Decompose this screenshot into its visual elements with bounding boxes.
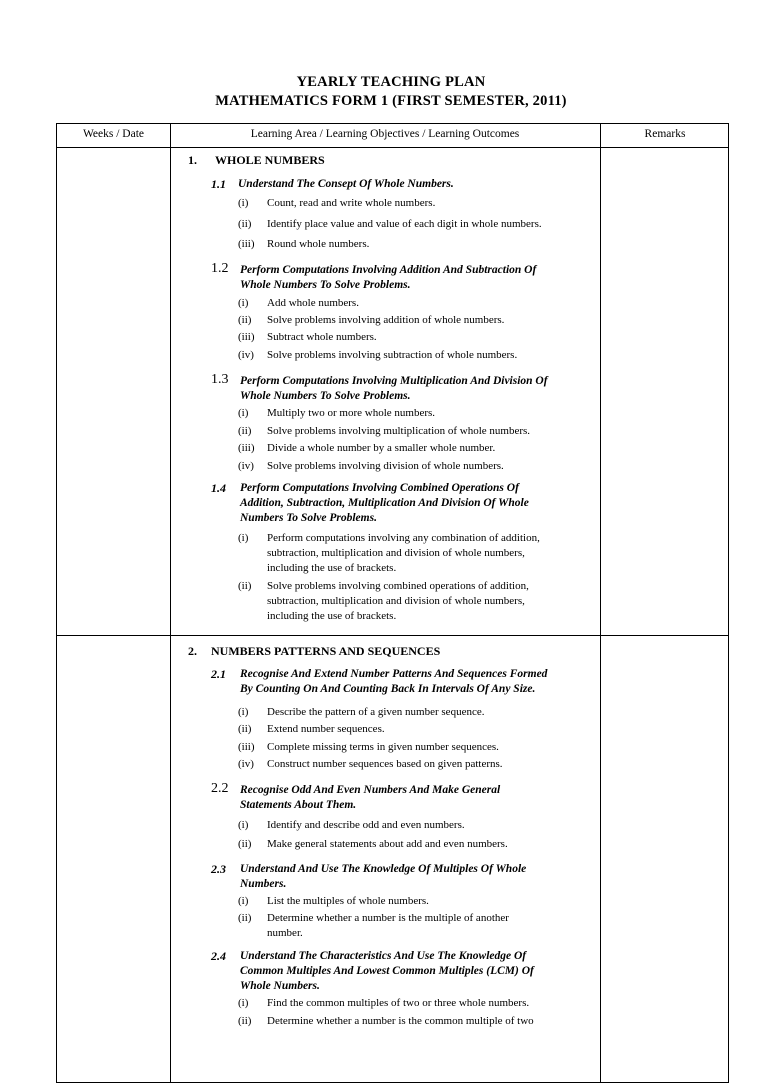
learning-outcome-line: Perform computations involving any combination of addition, (267, 532, 540, 544)
section-number: 1. (188, 153, 197, 167)
objective-title-line: Numbers To Solve Problems. (240, 512, 377, 524)
learning-outcome-line: subtraction, multiplication and division of whole numbers, (267, 547, 525, 559)
objective-number: 1.4 (211, 481, 226, 495)
learning-outcome: Solve problems involving division of whole numbers. (267, 460, 504, 472)
learning-outcome: Solve problems involving addition of whole numbers. (267, 314, 505, 326)
section-number: 2. (188, 644, 197, 658)
objective-title-line: Recognise Odd And Even Numbers And Make General (240, 784, 501, 796)
learning-outcome: Add whole numbers. (267, 297, 359, 309)
outcome-numeral: (ii) (238, 1015, 252, 1027)
learning-outcome-line: including the use of brackets. (267, 610, 397, 622)
objective-title-line: Understand The Characteristics And Use The Knowledge Of (240, 950, 527, 962)
outcome-numeral: (i) (238, 706, 249, 718)
document-title: YEARLY TEACHING PLAN (296, 74, 486, 90)
objective-title-line: Perform Computations Involving Multiplication And Division Of (240, 375, 548, 387)
objective-title-line: Numbers. (240, 878, 287, 890)
objective-title-line: Whole Numbers To Solve Problems. (240, 390, 411, 402)
objective-title-line: Perform Computations Involving Addition And Subtraction Of (240, 264, 537, 276)
document-subtitle: MATHEMATICS FORM 1 (FIRST SEMESTER, 2011) (215, 93, 567, 109)
outcome-numeral: (ii) (238, 838, 252, 850)
objective-title-line: By Counting On And Counting Back In Intervals Of Any Size. (240, 683, 536, 695)
learning-outcome: Solve problems involving multiplication of whole numbers. (267, 425, 531, 437)
learning-outcome: Divide a whole number by a smaller whole number. (267, 442, 496, 454)
outcome-numeral: (iii) (238, 442, 255, 454)
header-divider (57, 147, 728, 148)
learning-outcome: Solve problems involving subtraction of whole numbers. (267, 349, 518, 361)
objective-title: Understand The Consept Of Whole Numbers. (238, 178, 454, 190)
outcome-numeral: (i) (238, 819, 249, 831)
column-divider (600, 124, 601, 1082)
learning-outcome: Identify and describe odd and even numbers. (267, 819, 465, 831)
section-title: WHOLE NUMBERS (215, 153, 325, 167)
objective-title-line: Perform Computations Involving Combined Operations Of (240, 482, 519, 494)
learning-outcome: Extend number sequences. (267, 723, 385, 735)
outcome-numeral: (i) (238, 407, 249, 419)
outcome-numeral: (i) (238, 895, 249, 907)
outcome-numeral: (ii) (238, 314, 252, 326)
objective-number: 1.1 (211, 177, 226, 191)
learning-outcome: Multiply two or more whole numbers. (267, 407, 436, 419)
learning-outcome: Construct number sequences based on given patterns. (267, 758, 503, 770)
outcome-numeral: (i) (238, 297, 249, 309)
learning-outcome: List the multiples of whole numbers. (267, 895, 429, 907)
outcome-numeral: (ii) (238, 723, 252, 735)
outcome-numeral: (iii) (238, 331, 255, 343)
objective-title-line: Understand And Use The Knowledge Of Multiples Of Whole (240, 863, 527, 875)
outcome-numeral: (i) (238, 997, 249, 1009)
outcome-numeral: (iii) (238, 238, 255, 250)
learning-outcome: Identify place value and value of each digit in whole numbers. (267, 218, 542, 230)
learning-outcome-line: number. (267, 927, 303, 939)
learning-outcome: Determine whether a number is the common multiple of two (267, 1015, 534, 1027)
learning-outcome: Make general statements about add and even numbers. (267, 838, 508, 850)
outcome-numeral: (iii) (238, 741, 255, 753)
outcome-numeral: (ii) (238, 912, 252, 924)
outcome-numeral: (ii) (238, 580, 252, 592)
objective-number: 2.1 (211, 667, 226, 681)
outcome-numeral: (i) (238, 532, 249, 544)
header-learning-area: Learning Area / Learning Objectives / Learning Outcomes (250, 128, 520, 140)
learning-outcome: Subtract whole numbers. (267, 331, 377, 343)
outcome-numeral: (iv) (238, 349, 254, 361)
column-divider (170, 124, 171, 1082)
outcome-numeral: (ii) (238, 218, 252, 230)
learning-outcome: Find the common multiples of two or three whole numbers. (267, 997, 530, 1009)
section-title: NUMBERS PATTERNS AND SEQUENCES (211, 644, 441, 658)
learning-outcome-line: Determine whether a number is the multiple of another (267, 912, 509, 924)
objective-number: 2.3 (211, 862, 226, 876)
objective-number: 1.2 (211, 261, 229, 276)
row-divider (57, 635, 728, 636)
objective-title-line: Whole Numbers To Solve Problems. (240, 279, 411, 291)
objective-title-line: Statements About Them. (240, 799, 357, 811)
objective-title-line: Whole Numbers. (240, 980, 320, 992)
learning-outcome: Complete missing terms in given number sequences. (267, 741, 499, 753)
learning-outcome-line: including the use of brackets. (267, 562, 397, 574)
header-weeks-date: Weeks / Date (82, 128, 145, 140)
header-remarks: Remarks (644, 128, 686, 140)
learning-outcome: Round whole numbers. (267, 238, 370, 250)
objective-number: 2.2 (211, 781, 229, 796)
objective-title-line: Recognise And Extend Number Patterns And Sequences Formed (240, 668, 548, 680)
outcome-numeral: (iv) (238, 758, 254, 770)
outcome-numeral: (i) (238, 197, 249, 209)
objective-title-line: Addition, Subtraction, Multiplication And Division Of Whole (240, 497, 529, 509)
outcome-numeral: (iv) (238, 460, 254, 472)
learning-outcome-line: subtraction, multiplication and division of whole numbers, (267, 595, 525, 607)
objective-title-line: Common Multiples And Lowest Common Multiples (LCM) Of (240, 965, 534, 977)
learning-outcome: Describe the pattern of a given number sequence. (267, 706, 485, 718)
learning-outcome: Count, read and write whole numbers. (267, 197, 436, 209)
learning-outcome-line: Solve problems involving combined operations of addition, (267, 580, 529, 592)
objective-number: 2.4 (211, 949, 226, 963)
outcome-numeral: (ii) (238, 425, 252, 437)
objective-number: 1.3 (211, 372, 229, 387)
